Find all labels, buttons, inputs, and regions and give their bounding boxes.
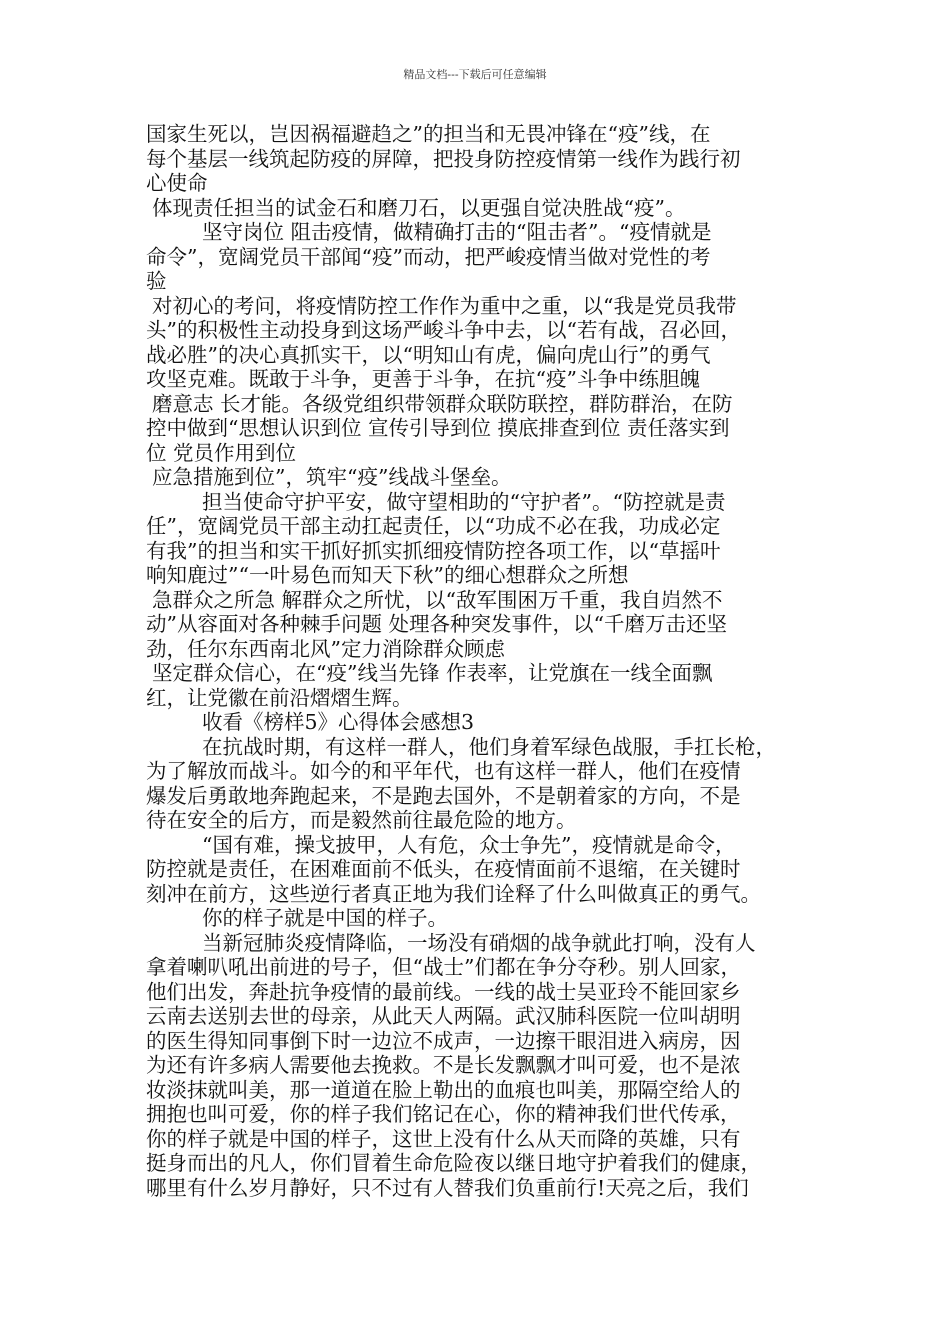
paragraph-start-line: 担当使命守护平安，做守望相助的“守护者”。“防控就是责 <box>202 489 726 514</box>
text-line: 爆发后勇敢地奔跑起来，不是跑去国外，不是朝着家的方向，不是 <box>146 783 741 808</box>
page-header: 精品文档---下载后可任意编辑 <box>403 68 547 81</box>
text-line: 磨意志 长才能。各级党组织带领群众联防联控，群防群治，在防 <box>152 391 733 416</box>
text-line: 挺身而出的凡人，你们冒着生命危险夜以继日地守护着我们的健康， <box>146 1151 761 1175</box>
text-line: 响知鹿过”“一叶易色而知天下秋”的细心想群众之所想 <box>146 563 629 587</box>
paragraph-start-line: 当新冠肺炎疫情降临，一场没有硝烟的战争就此打响，没有人 <box>202 930 756 955</box>
text-line: 应急措施到位”，筑牢“疫”线战斗堡垒。 <box>152 465 512 489</box>
text-line: 为了解放而战斗。如今的和平年代，也有这样一群人，他们在疫情 <box>146 759 741 783</box>
text-line: 哪里有什么岁月静好，只不过有人替我们负重前行!天亮之后，我们 <box>146 1175 749 1200</box>
text-line: 命令”，宽阔党员干部闻“疫”而动，把严峻疫情当做对党性的考 <box>146 244 711 269</box>
text-line: 的医生得知同事倒下时一边泣不成声，一边擦干眼泪进入病房，因 <box>146 1028 741 1053</box>
text-line: 动”从容面对各种棘手问题 处理各种突发事件，以“千磨万击还坚 <box>146 612 727 636</box>
text-line: 妆淡抹就叫美，那一道道在脸上勒出的血痕也叫美，那隔空给人的 <box>146 1077 741 1102</box>
text-line: 拥抱也叫可爱，你的样子我们铭记在心，你的精神我们世代传承， <box>146 1102 741 1126</box>
paragraph-start-line: 你的样子就是中国的样子。 <box>202 906 448 930</box>
text-line: 你的样子就是中国的样子，这世上没有什么从天而降的英雄，只有 <box>146 1126 741 1151</box>
text-line: 对初心的考问，将疫情防控工作作为重中之重，以“我是党员我带 <box>152 293 737 318</box>
text-line: 心使命 <box>146 171 208 195</box>
text-line: 急群众之所急 解群众之所忧，以“敌军围困万千重，我自岿然不 <box>152 587 723 612</box>
text-line: 攻坚克难。既敢于斗争，更善于斗争，在抗“疫”斗争中练胆魄 <box>146 367 700 391</box>
text-line: 劲，任尔东西南北风”定力消除群众顾虑 <box>146 636 505 661</box>
text-line: 待在安全的后方，而是毅然前往最危险的地方。 <box>146 808 577 832</box>
document-body <box>146 122 816 1200</box>
text-line: 坚定群众信心，在“疫”线当先锋 作表率，让党旗在一线全面飘 <box>152 661 713 685</box>
text-line: 他们出发，奔赴抗争疫情的最前线。一线的战士吴亚玲不能回家乡 <box>146 979 741 1004</box>
text-line: 位 党员作用到位 <box>146 440 297 465</box>
text-line: 刻冲在前方，这些逆行者真正地为我们诠释了什么叫做真正的勇气。 <box>146 881 761 906</box>
text-line: 头”的积极性主动投身到这场严峻斗争中去，以“若有战，召必回， <box>146 318 741 342</box>
section-title: 收看《榜样5》心得体会感想3 <box>202 710 475 734</box>
text-line: 红，让党徽在前沿熠熠生辉。 <box>146 685 413 710</box>
text-line: 每个基层一线筑起防疫的屏障，把投身防控疫情第一线作为践行初 <box>146 146 741 171</box>
text-line: 任”，宽阔党员干部主动扛起责任，以“功成不必在我，功成必定 <box>146 514 721 538</box>
text-line: 国家生死以，岂因祸福避趋之”的担当和无畏冲锋在“疫”线，在 <box>146 122 711 146</box>
text-line: 战必胜”的决心真抓实干，以“明知山有虎，偏向虎山行”的勇气 <box>146 342 711 367</box>
text-line: 为还有许多病人需要他去挽救。不是长发飘飘才叫可爱，也不是浓 <box>146 1053 741 1077</box>
text-line: 控中做到“思想认识到位 宣传引导到位 摸底排查到位 责任落实到 <box>146 416 730 440</box>
text-line: 有我”的担当和实干抓好抓实抓细疫情防控各项工作，以“草摇叶 <box>146 538 721 563</box>
text-line: 拿着喇叭吼出前进的号子，但“战士”们都在争分夺秒。别人回家， <box>146 955 741 979</box>
paragraph-start-line: 在抗战时期，有这样一群人，他们身着军绿色战服，手扛长枪， <box>202 734 776 759</box>
paragraph-start-line: 坚守岗位 阻击疫情，做精确打击的“阻击者”。“疫情就是 <box>202 220 712 244</box>
text-line: 验 <box>146 269 167 293</box>
text-line: 云南去送别去世的母亲，从此天人两隔。武汉肺科医院一位叫胡明 <box>146 1004 741 1028</box>
paragraph-start-line: “国有难，操戈披甲，人有危，众士争先”，疫情就是命令， <box>202 832 736 857</box>
text-line: 防控就是责任，在困难面前不低头，在疫情面前不退缩，在关键时 <box>146 857 741 881</box>
text-line: 体现责任担当的试金石和磨刀石，以更强自觉决胜战“疫”。 <box>152 195 686 220</box>
